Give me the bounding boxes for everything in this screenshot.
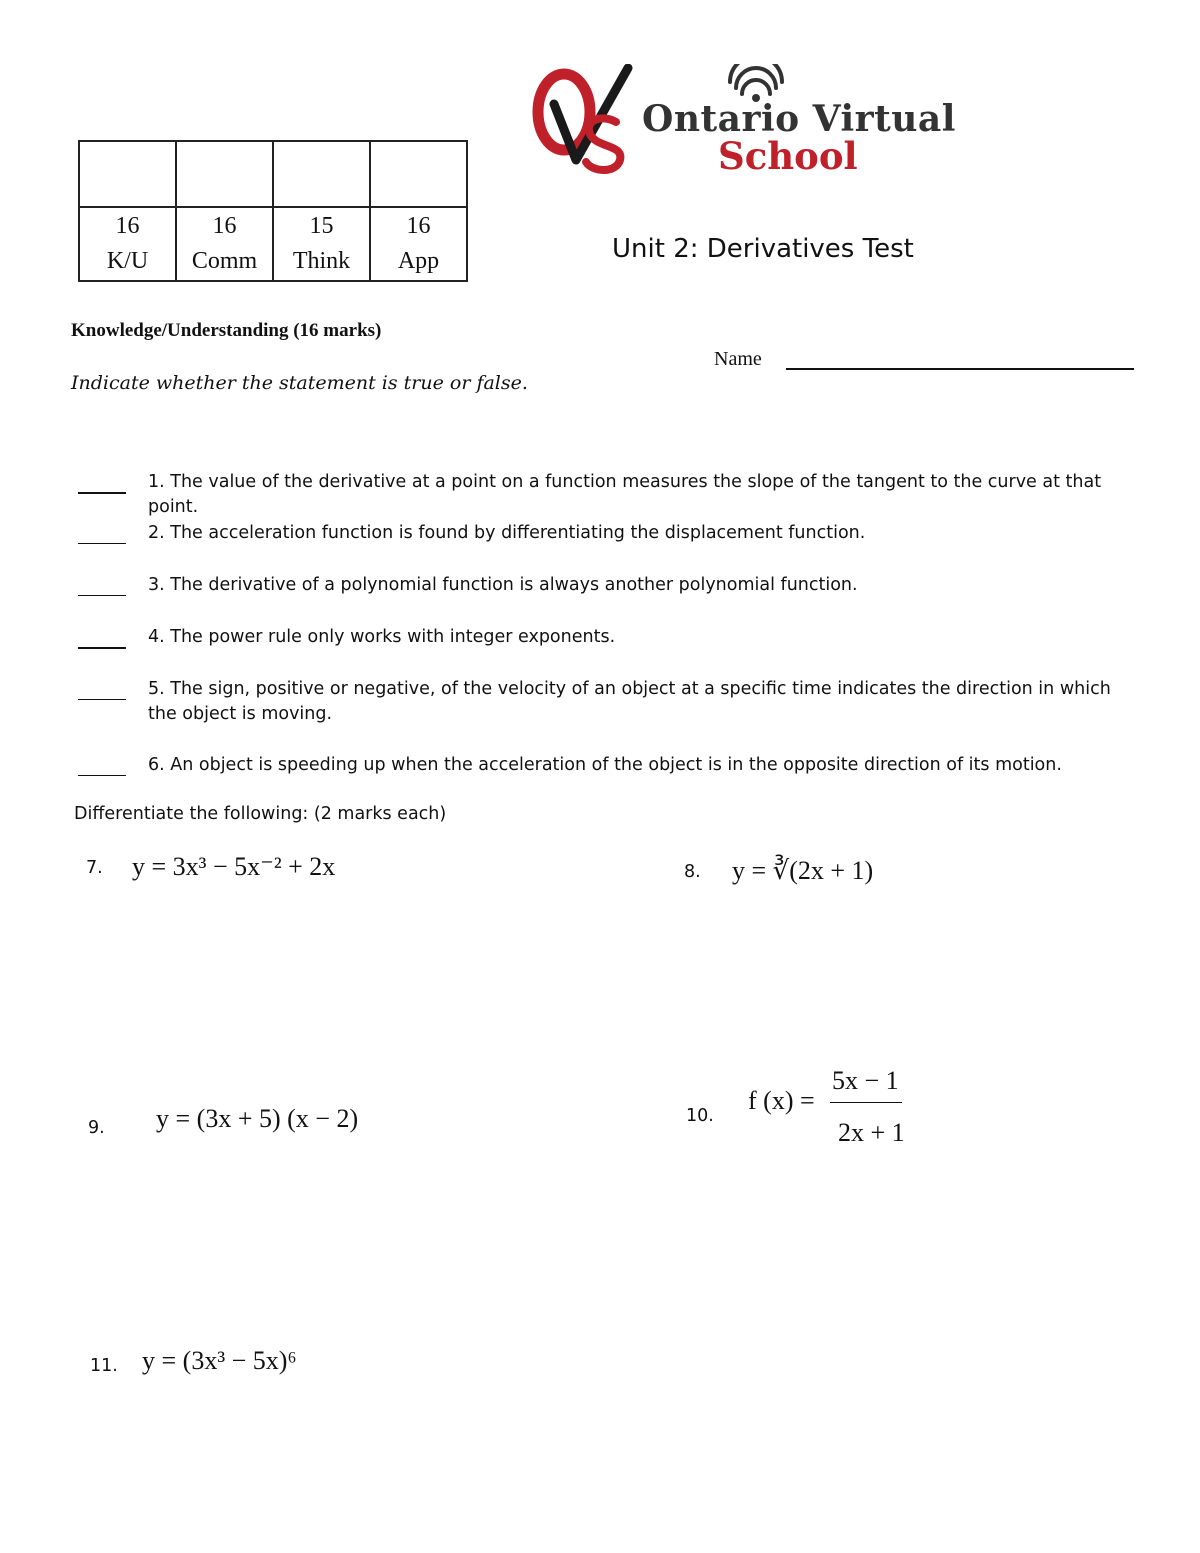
- question-11-expression: y = (3x³ − 5x)⁶: [142, 1346, 297, 1375]
- marks-total-row: [79, 207, 467, 281]
- marks-category: App: [397, 248, 440, 274]
- answer-blank[interactable]: [78, 753, 126, 776]
- answer-blank[interactable]: [78, 625, 126, 649]
- question-8-expression: y = ∛(2x + 1): [732, 856, 874, 885]
- answer-blank[interactable]: [78, 573, 126, 596]
- marks-category: Think: [292, 248, 351, 274]
- answer-blank[interactable]: [78, 677, 126, 700]
- question-10-numerator: 5x − 1: [832, 1066, 899, 1095]
- marks-category: K/U: [106, 248, 149, 274]
- marks-total-cell: [273, 207, 370, 281]
- fraction-bar: [830, 1102, 902, 1103]
- marks-score: 15: [309, 213, 334, 240]
- section-heading: Knowledge/Understanding (16 marks): [71, 320, 382, 341]
- marks-earned-cell[interactable]: [370, 141, 467, 207]
- question-10-lhs: f (x) =: [748, 1086, 815, 1115]
- marks-total-cell: [79, 207, 176, 281]
- tf-question-text: 3. The derivative of a polynomial function is always another polynomial function.: [148, 575, 858, 595]
- marks-total-cell: [370, 207, 467, 281]
- section-instruction: Indicate whether the statement is true or false.: [71, 372, 528, 394]
- question-number: 11.: [90, 1356, 118, 1376]
- marks-score: 16: [115, 213, 140, 240]
- name-label: Name: [714, 348, 762, 370]
- answer-blank[interactable]: [78, 521, 126, 544]
- question-9-expression: y = (3x + 5) (x − 2): [156, 1104, 359, 1133]
- logo-text-line1: Ontario Virtual: [642, 98, 956, 140]
- marks-earned-cell[interactable]: [273, 141, 370, 207]
- question-10-denominator: 2x + 1: [838, 1118, 905, 1147]
- marks-table: [78, 140, 468, 282]
- tf-question-text: 2. The acceleration function is found by differentiating the displacement function.: [148, 523, 866, 543]
- tf-question-text: 6. An object is speeding up when the acceleration of the object is in the opposite direction of its motion.: [148, 755, 1062, 775]
- question-7-expression: y = 3x³ − 5x⁻² + 2x: [132, 852, 336, 881]
- answer-blank[interactable]: [78, 470, 126, 494]
- logo-text-line2: School: [718, 134, 858, 178]
- question-number: 8.: [684, 862, 701, 882]
- tf-question-text: 5. The sign, positive or negative, of the velocity of an object at a specific time indicates the direction in which the object is moving.: [148, 679, 1111, 724]
- question-number: 7.: [86, 858, 103, 878]
- question-number: 10.: [686, 1106, 714, 1126]
- name-field[interactable]: [786, 368, 1134, 370]
- marks-score: 16: [212, 213, 237, 240]
- tf-question-text: 4. The power rule only works with integer exponents.: [148, 627, 616, 647]
- marks-earned-row: [79, 141, 467, 207]
- marks-earned-cell[interactable]: [176, 141, 273, 207]
- marks-score: 16: [406, 213, 431, 240]
- page-title: Unit 2: Derivatives Test: [612, 234, 914, 264]
- marks-category: Comm: [191, 248, 258, 274]
- tf-question-text: 1. The value of the derivative at a point on a function measures the slope of the tangent to the curve at that point.: [148, 472, 1102, 517]
- differentiate-heading: Differentiate the following: (2 marks each): [74, 804, 447, 824]
- marks-total-cell: [176, 207, 273, 281]
- question-number: 9.: [88, 1118, 105, 1138]
- marks-earned-cell[interactable]: [79, 141, 176, 207]
